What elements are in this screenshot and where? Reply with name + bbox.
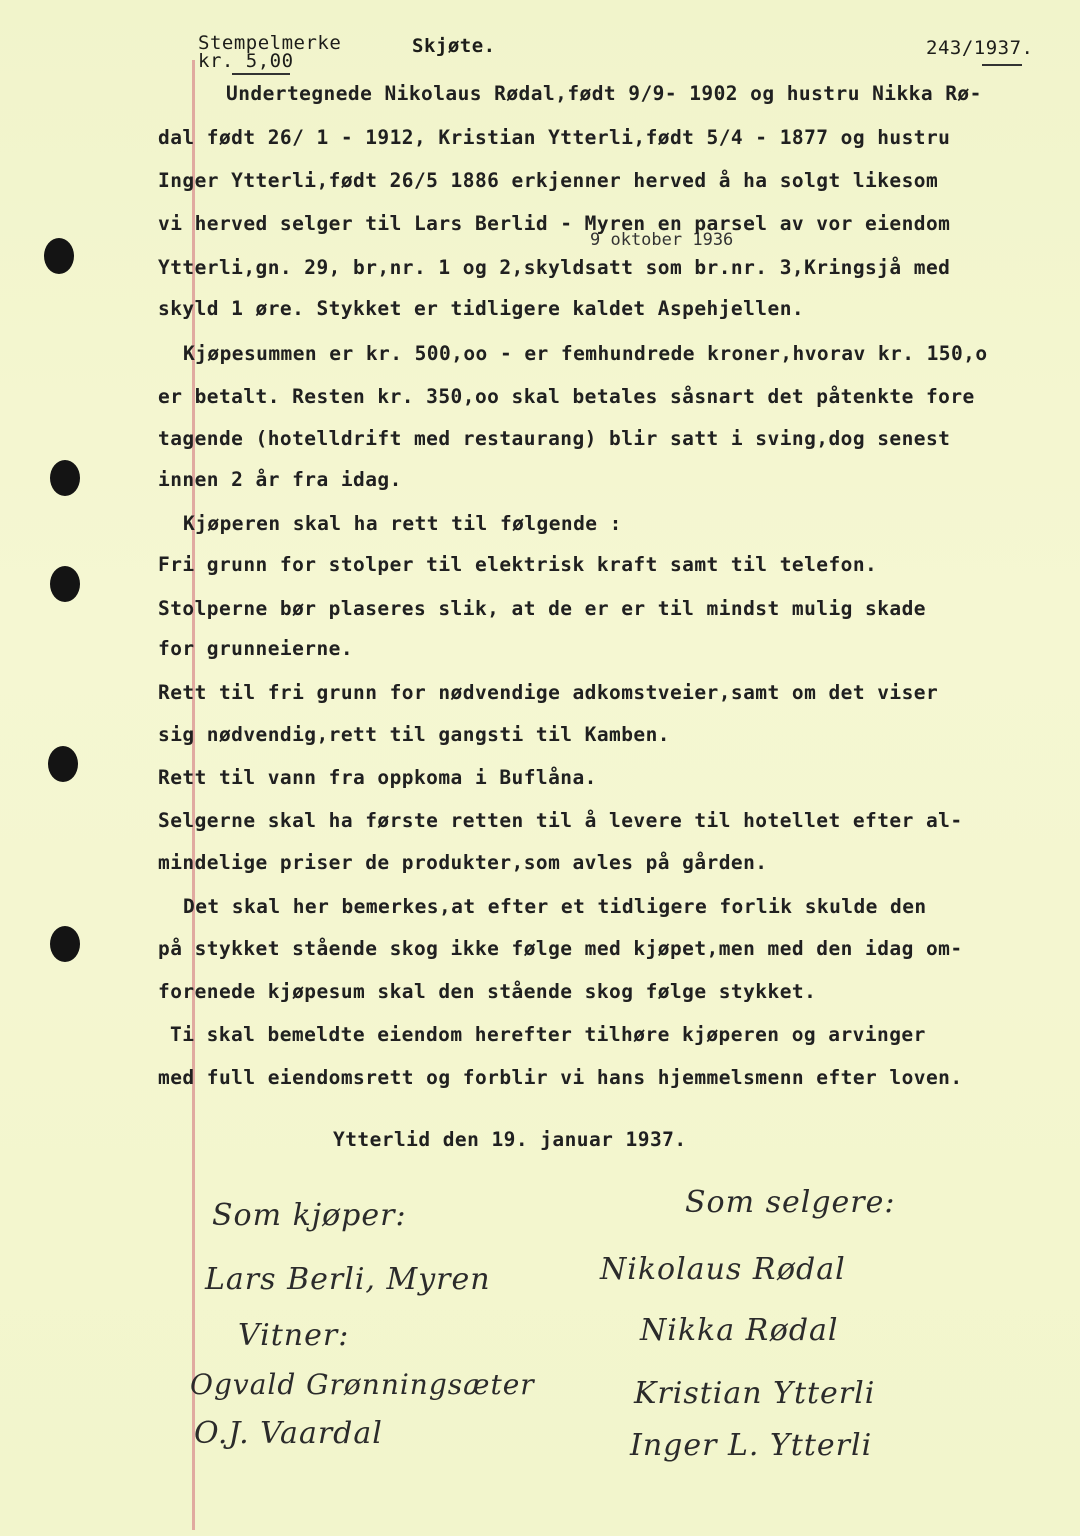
body-line-1: Undertegnede Nikolaus Rødal,født 9/9- 1902 og hustru Nikka Rø-: [226, 82, 982, 105]
buyer-signature: Lars Berli, Myren: [205, 1262, 491, 1297]
body-line-24: med full eiendomsrett og forblir vi hans hjemmelsmenn efter loven.: [158, 1066, 963, 1089]
margin-date-note: 9 oktober 1936: [590, 230, 734, 250]
seller-heading: Som selgere:: [685, 1185, 896, 1220]
witness-heading: Vitner:: [238, 1318, 350, 1353]
stamp-label: Stempelmerke: [198, 32, 342, 54]
body-line-21: på stykket stående skog ikke følge med kjøpet,men med den idag om-: [158, 937, 963, 960]
seller-3-signature: Kristian Ytterli: [634, 1376, 876, 1411]
body-line-5: Ytterli,gn. 29, br,nr. 1 og 2,skyldsatt som br.nr. 3,Kringsjå med: [158, 256, 951, 279]
body-line-22: forenede kjøpesum skal den stående skog følge stykket.: [158, 980, 817, 1003]
body-line-14: for grunneierne.: [158, 637, 354, 660]
body-line-6: skyld 1 øre. Stykket er tidligere kaldet Aspehjellen.: [158, 297, 805, 320]
body-line-16: sig nødvendig,rett til gangsti til Kamben.: [158, 723, 670, 746]
body-line-4: vi herved selger til Lars Berlid - Myren en parsel av vor eiendom: [158, 212, 951, 235]
witness-1-signature: Ogvald Grønningsæter: [190, 1368, 535, 1401]
seller-1-signature: Nikolaus Rødal: [600, 1252, 846, 1287]
body-line-15: Rett til fri grunn for nødvendige adkomstveier,samt om det viser: [158, 681, 939, 704]
punch-hole-3: [50, 566, 80, 602]
punch-hole-1: [44, 238, 74, 274]
body-line-18: Selgerne skal ha første retten til å levere til hotellet efter al-: [158, 809, 963, 832]
seller-4-signature: Inger L. Ytterli: [630, 1428, 873, 1463]
body-line-20: Det skal her bemerkes,at efter et tidligere forlik skulde den: [183, 895, 927, 918]
margin-rule: [192, 60, 195, 1530]
punch-hole-5: [50, 926, 80, 962]
body-line-17: Rett til vann fra oppkoma i Buflåna.: [158, 766, 597, 789]
document-title: Skjøte.: [412, 35, 496, 57]
stamp-underline: [232, 73, 290, 75]
body-line-3: Inger Ytterli,født 26/5 1886 erkjenner herved å ha solgt likesom: [158, 169, 939, 192]
body-line-13: Stolperne bør plaseres slik, at de er er til mindst mulig skade: [158, 597, 926, 620]
date-line: Ytterlid den 19. januar 1937.: [333, 1128, 687, 1151]
punch-hole-2: [50, 460, 80, 496]
stamp-value: kr. 5,00: [198, 50, 294, 72]
body-line-2: dal født 26/ 1 - 1912, Kristian Ytterli,født 5/4 - 1877 og hustru: [158, 126, 951, 149]
body-line-19: mindelige priser de produkter,som avles på gården.: [158, 851, 768, 874]
punch-hole-4: [48, 746, 78, 782]
body-line-9: tagende (hotelldrift med restaurang) blir satt i sving,dog senest: [158, 427, 951, 450]
buyer-heading: Som kjøper:: [212, 1198, 407, 1233]
body-line-12: Fri grunn for stolper til elektrisk kraft samt til telefon.: [158, 553, 878, 576]
body-line-7: Kjøpesummen er kr. 500,oo - er femhundrede kroner,hvorav kr. 150,o: [183, 342, 988, 365]
witness-2-signature: O.J. Vaardal: [194, 1416, 383, 1451]
body-line-8: er betalt. Resten kr. 350,oo skal betales såsnart det påtenkte fore: [158, 385, 975, 408]
document-number: 243/1937.: [926, 37, 1034, 59]
body-line-10: innen 2 år fra idag.: [158, 468, 402, 491]
seller-2-signature: Nikka Rødal: [640, 1313, 839, 1348]
doc-number-dash: [982, 64, 1022, 66]
body-line-11: Kjøperen skal ha rett til følgende :: [183, 512, 622, 535]
body-line-23: Ti skal bemeldte eiendom herefter tilhøre kjøperen og arvinger: [170, 1023, 926, 1046]
